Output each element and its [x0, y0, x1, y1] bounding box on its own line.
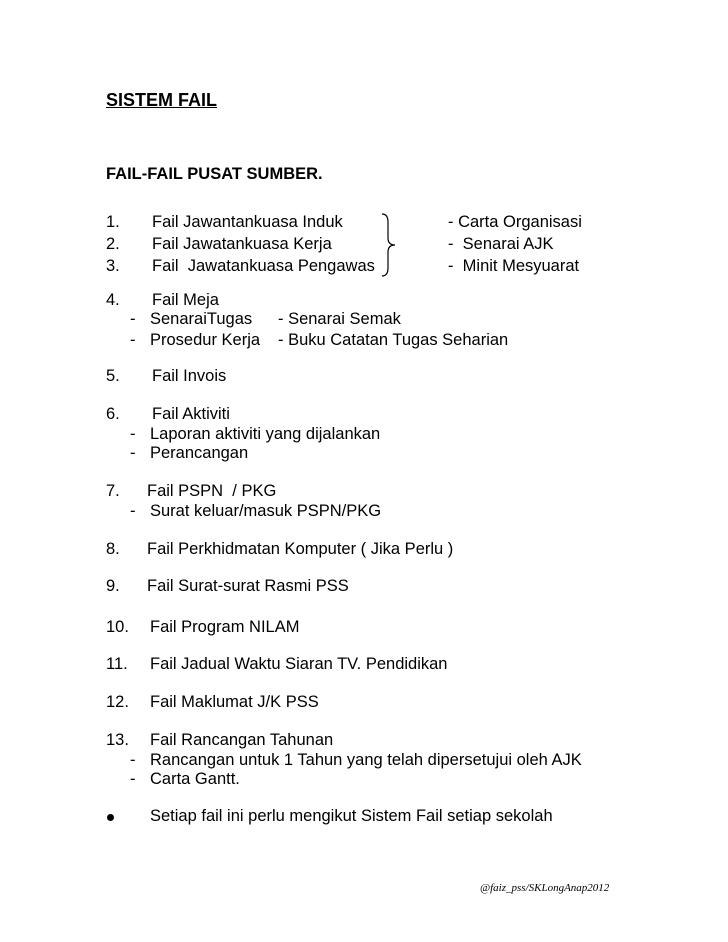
item-6-sub-1-text: Laporan aktiviti yang dijalankan — [150, 425, 381, 443]
item-7-number: 7. — [106, 482, 120, 500]
document-subtitle: FAIL-FAIL PUSAT SUMBER. — [106, 165, 323, 183]
item-6-sub-1-dash: - — [130, 425, 136, 443]
item-5-text: Fail Invois — [152, 367, 227, 385]
item-4-sub-1-note: - Senarai Semak — [278, 310, 401, 328]
item-13-sub-2-dash: - — [130, 770, 136, 788]
item-4-sub-1-dash: - — [130, 310, 136, 328]
bullet-icon — [107, 814, 114, 821]
item-4-sub-2-dash: - — [130, 331, 136, 349]
item-6-number: 6. — [106, 405, 120, 423]
item-13-number: 13. — [106, 731, 129, 749]
item-8-text: Fail Perkhidmatan Komputer ( Jika Perlu ) — [147, 540, 454, 558]
item-9-number: 9. — [106, 577, 120, 595]
item-6-sub-2-dash: - — [130, 444, 136, 462]
item-11-text: Fail Jadual Waktu Siaran TV. Pendidikan — [150, 655, 448, 673]
item-11-number: 11. — [106, 655, 128, 673]
item-7-text: Fail PSPN / PKG — [147, 482, 277, 500]
item-2-text: Fail Jawatankuasa Kerja — [152, 235, 332, 253]
document-title: SISTEM FAIL — [106, 90, 218, 110]
footer-credit: @faiz_pss/SKLongAnap2012 — [480, 882, 610, 894]
item-6-text: Fail Aktiviti — [152, 405, 230, 423]
item-1-number: 1. — [106, 213, 120, 231]
item-4-sub-1-text: SenaraiTugas — [150, 310, 253, 328]
item-4-sub-2-text: Prosedur Kerja — [150, 331, 261, 349]
curly-brace-icon — [378, 212, 400, 278]
item-4-text: Fail Meja — [152, 291, 219, 309]
item-13-text: Fail Rancangan Tahunan — [150, 731, 334, 749]
item-7-sub-1-dash: - — [130, 502, 136, 520]
item-12-text: Fail Maklumat J/K PSS — [150, 693, 319, 711]
item-1-text: Fail Jawantankuasa Induk — [152, 213, 343, 231]
item-5-number: 5. — [106, 367, 120, 385]
item-13-sub-1-dash: - — [130, 751, 136, 769]
item-3-note: - Minit Mesyuarat — [448, 257, 580, 275]
item-2-number: 2. — [106, 235, 120, 253]
item-9-text: Fail Surat-surat Rasmi PSS — [147, 577, 349, 595]
item-7-sub-1-text: Surat keluar/masuk PSPN/PKG — [150, 502, 382, 520]
item-10-number: 10. — [106, 618, 129, 636]
item-6-sub-2-text: Perancangan — [150, 444, 249, 462]
item-8-number: 8. — [106, 540, 120, 558]
item-3-number: 3. — [106, 257, 120, 275]
item-12-number: 12. — [106, 693, 129, 711]
item-1-note: - Carta Organisasi — [448, 213, 582, 231]
item-10-text: Fail Program NILAM — [150, 618, 300, 636]
item-4-sub-2-note: - Buku Catatan Tugas Seharian — [278, 331, 509, 349]
item-3-text: Fail Jawatankuasa Pengawas — [152, 257, 375, 275]
item-13-sub-2-text: Carta Gantt. — [150, 770, 240, 788]
closing-note: Setiap fail ini perlu mengikut Sistem Fail setiap sekolah — [150, 807, 553, 825]
item-4-number: 4. — [106, 291, 120, 309]
item-13-sub-1-text: Rancangan untuk 1 Tahun yang telah dipersetujui oleh AJK — [150, 751, 582, 769]
item-2-note: - Senarai AJK — [448, 235, 554, 253]
